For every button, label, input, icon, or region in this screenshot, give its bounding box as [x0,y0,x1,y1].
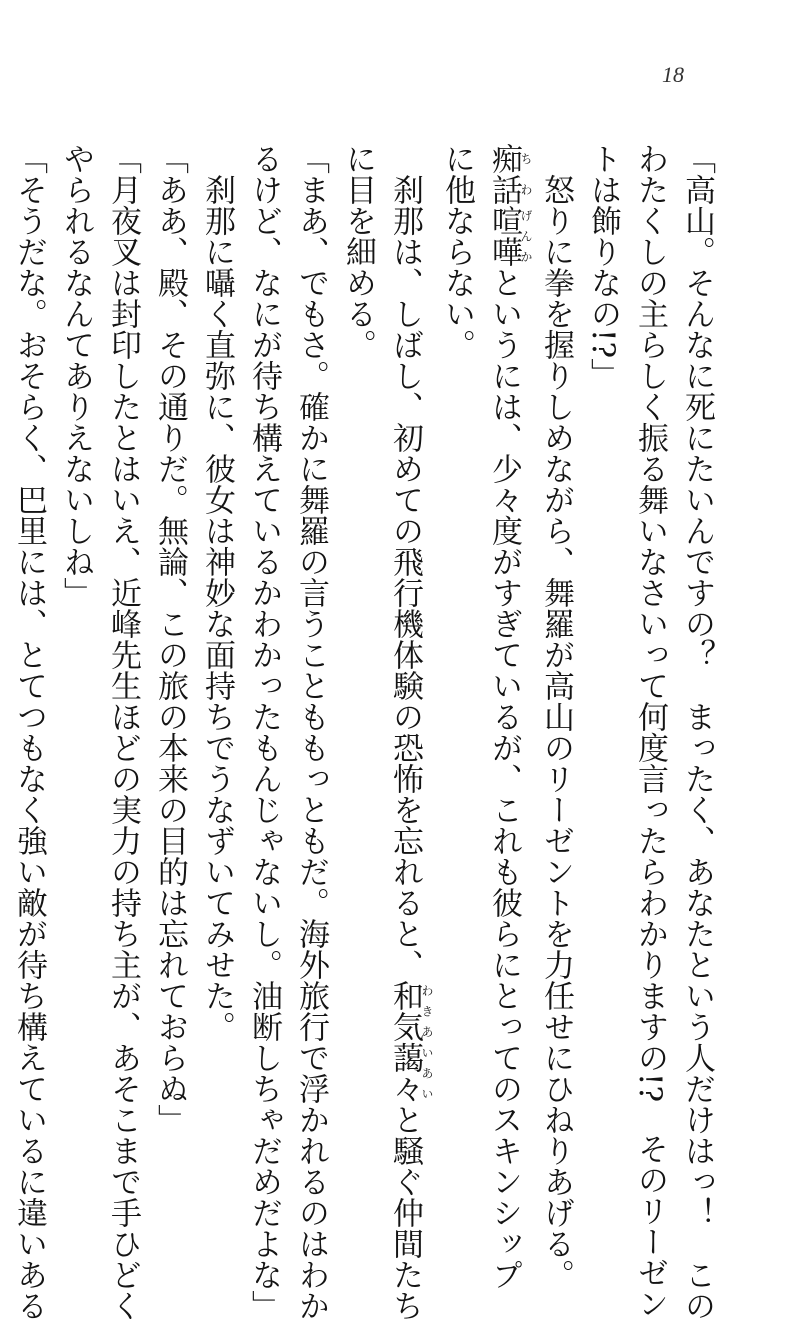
text-segment: 刹那は、しばし、初めての飛行機体験の恐怖を忘れると、 [387,174,423,980]
body-text [11,143,720,1321]
text-line: やられるなんてありえないしね」 [58,143,94,608]
text-segment: と騒ぐ仲間たち [387,1104,423,1321]
ruby-reading: ちわ [519,143,533,205]
text-line: 「そうだな。おそらく、巴里には、とてつもなく強い敵が待ち構えているに違いある [11,143,47,1321]
text-line: 「月夜叉は封印したとはいえ、近峰先生ほどの実力の持ち主が、あそこまで手ひどく [105,143,141,1321]
text-line [480,143,533,1290]
text-line: 「まあ、でもさ。確かに舞羅の言うことももっともだ。海外旅行で浮かれるのはわか [293,143,329,1321]
text-line: 刹那に囁く直弥に、彼女は神妙な面持ちでうなずいてみせた。 [199,174,235,1042]
text-line [381,143,434,1321]
text-line: わたくしの主らしく振る舞いなさいって何度言ったらわかりますの!? そのリーゼン [632,143,668,1320]
ruby-base: 喧嘩 [486,205,522,267]
text-line: トは飾りなの!?」 [585,143,621,390]
page-number: 18 [662,62,684,87]
ruby-word [486,205,533,267]
text-segment: というには、少々度がすぎているが、これも彼らにとってのスキンシップ [486,267,522,1290]
text-line: るけど、なにが待ち構えているかわかったもんじゃないし。油断しちゃだめだよな」 [246,143,282,1321]
text-line: 怒りに拳を握りしめながら、舞羅が高山のリーゼントを力任せにひねりあげる。 [538,174,574,1290]
ruby-reading: げんか [519,205,533,267]
ruby-base: 和気藹々 [387,980,423,1104]
ruby-reading: わきあいあい [420,980,434,1104]
ruby-word [387,980,434,1104]
text-line: 「ああ、殿、その通りだ。無論、この旅の本来の目的は忘れておらぬ」 [152,143,188,1135]
ruby-base: 痴話 [486,143,522,205]
ruby-word [486,143,533,205]
text-line: に目を細める。 [340,143,376,360]
text-line: 「高山。そんなに死にたいんですの？ まったく、あなたという人だけはっ！ この [679,143,715,1321]
text-line: に他ならない。 [439,143,475,360]
